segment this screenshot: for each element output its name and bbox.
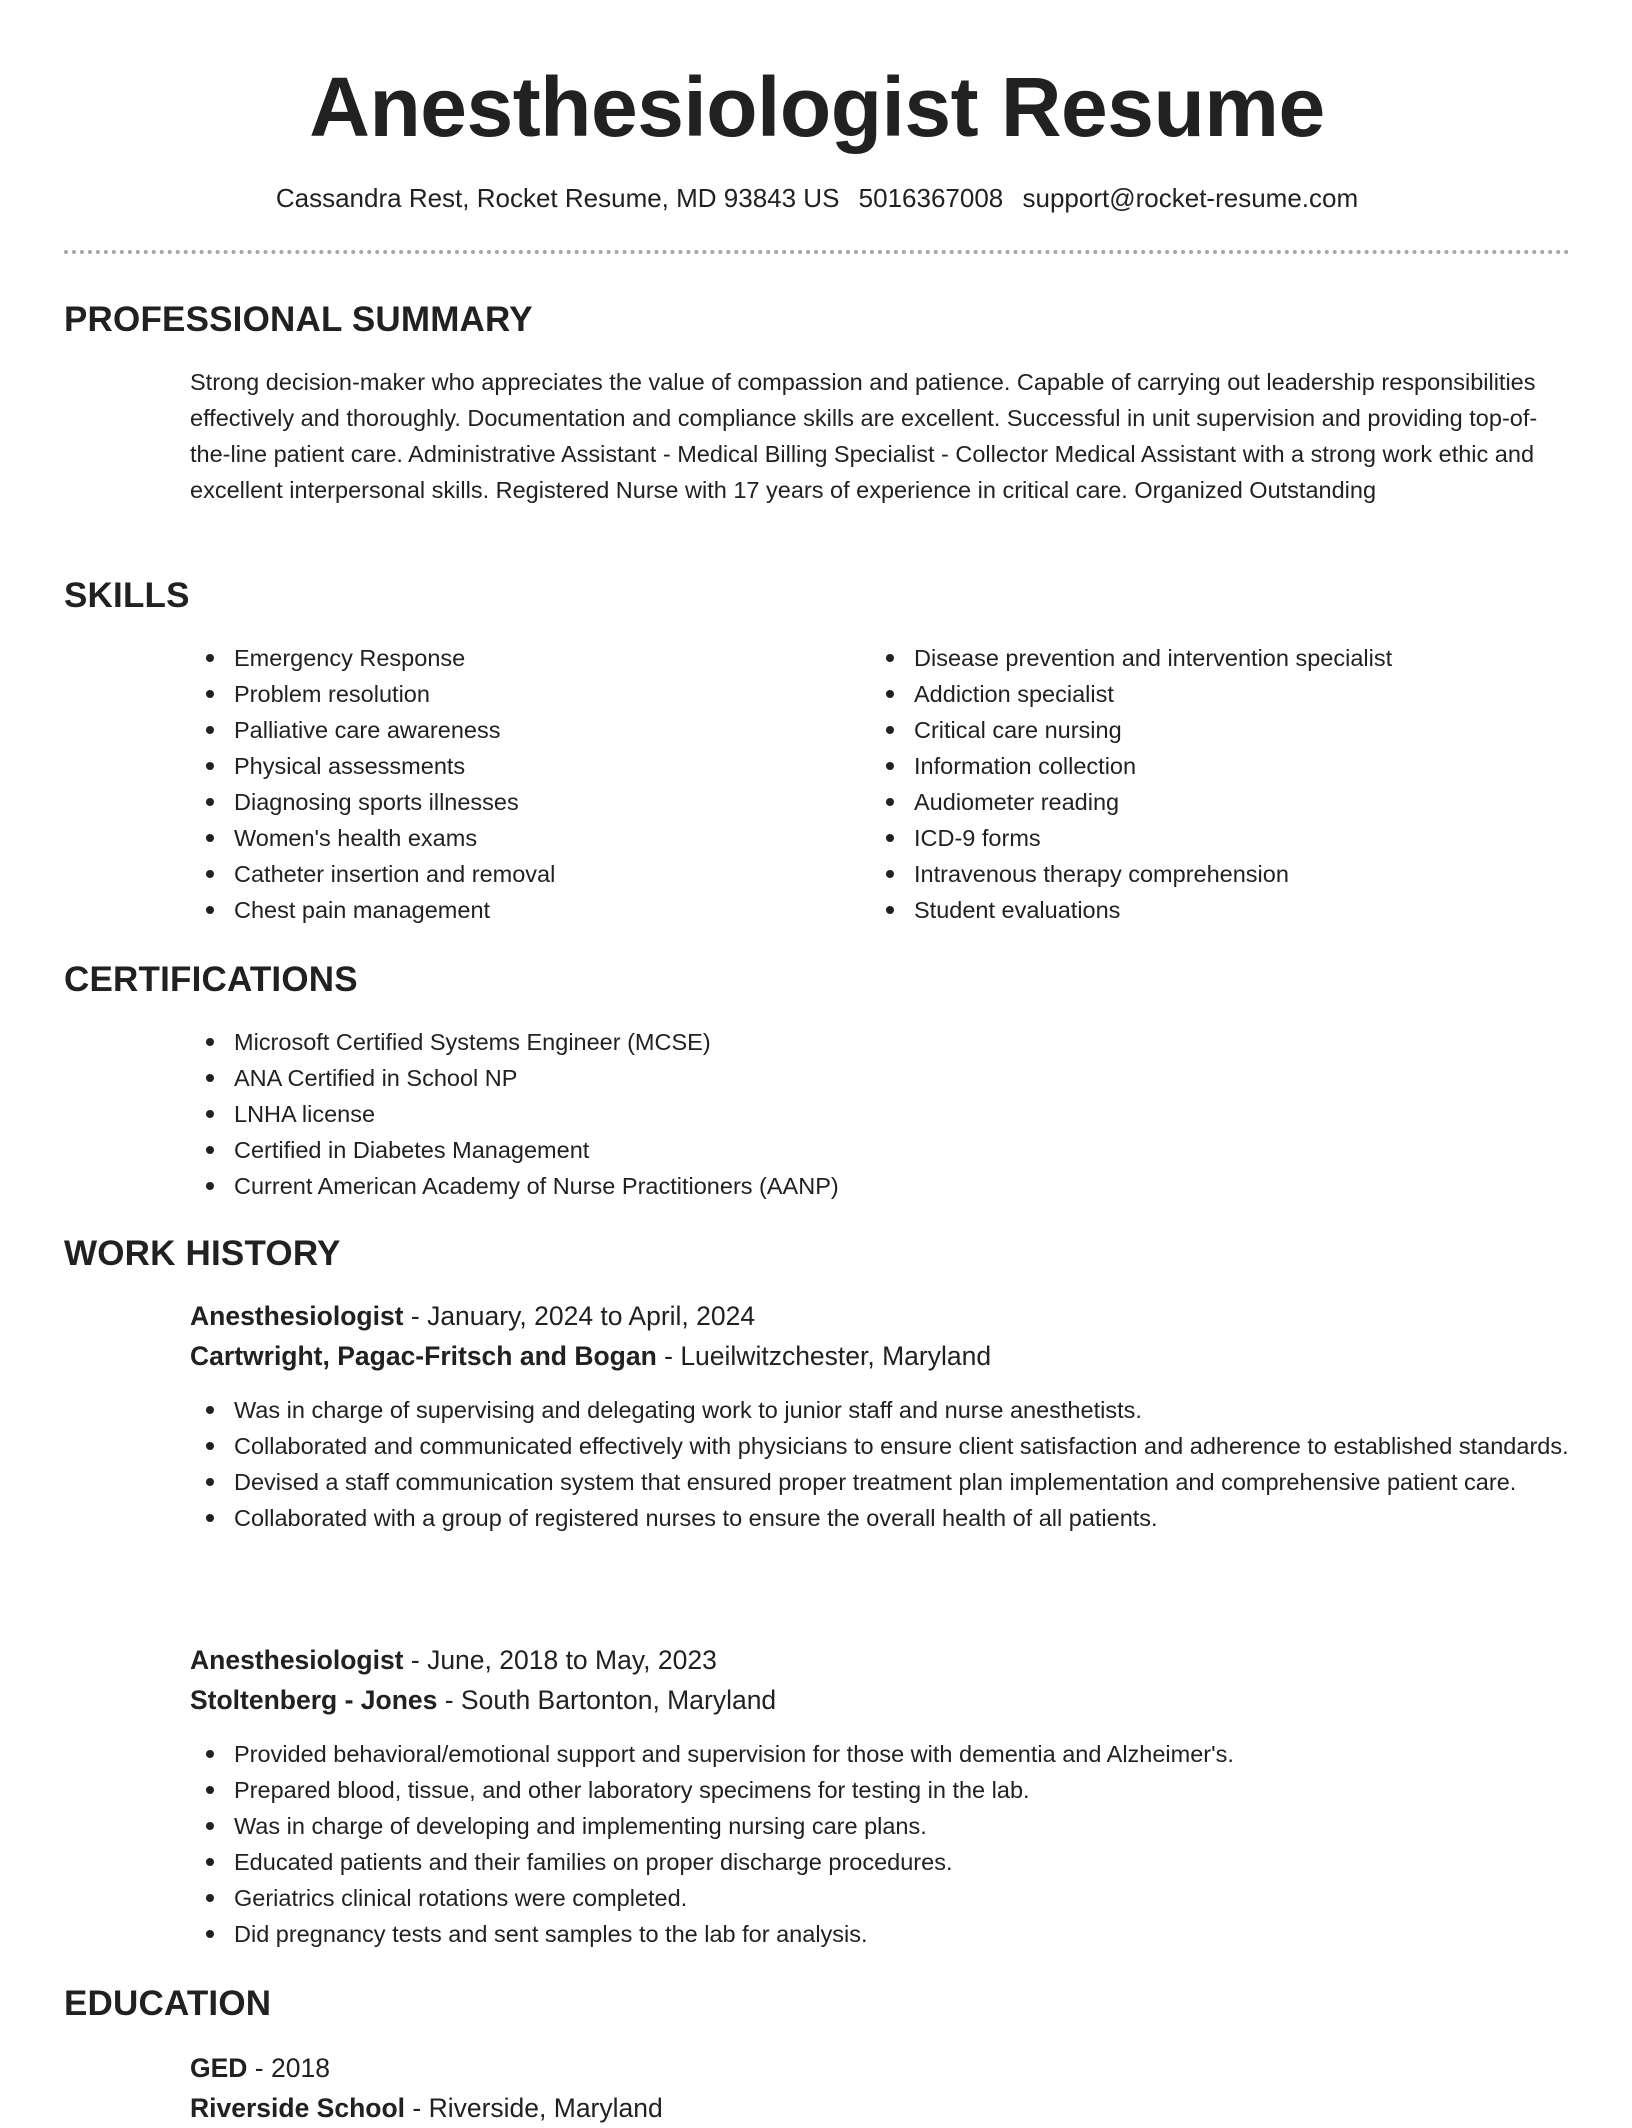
job-company-line bbox=[190, 1336, 1570, 1376]
skill-item: ICD-9 forms bbox=[870, 820, 1530, 856]
education-school: Riverside School bbox=[190, 2093, 406, 2123]
job-header bbox=[190, 1296, 1570, 1376]
certifications-heading: CERTIFICATIONS bbox=[64, 960, 358, 999]
job-bullet: Provided behavioral/emotional support and supervision for those with dementia and Alzheimer's. bbox=[190, 1736, 1570, 1772]
certification-item: Current American Academy of Nurse Practitioners (AANP) bbox=[190, 1168, 1390, 1204]
contact-email[interactable]: support@rocket-resume.com bbox=[1022, 183, 1359, 213]
job-bullet: Was in charge of developing and implementing nursing care plans. bbox=[190, 1808, 1570, 1844]
skills-list-left bbox=[190, 640, 850, 928]
work-history-heading: WORK HISTORY bbox=[64, 1234, 341, 1273]
job-bullet: Prepared blood, tissue, and other laboratory specimens for testing in the lab. bbox=[190, 1772, 1570, 1808]
job-bullet: Collaborated and communicated effectively with physicians to ensure client satisfaction and adherence to established standards. bbox=[190, 1428, 1570, 1464]
certifications-list bbox=[190, 1024, 1390, 1204]
job-dates: - June, 2018 to May, 2023 bbox=[403, 1645, 717, 1675]
job-title: Anesthesiologist bbox=[190, 1645, 404, 1675]
job-bullets bbox=[190, 1392, 1570, 1536]
skills-heading: SKILLS bbox=[64, 576, 190, 615]
job-company: Cartwright, Pagac-Fritsch and Bogan bbox=[190, 1341, 657, 1371]
skill-item: Addiction specialist bbox=[870, 676, 1530, 712]
education-heading: EDUCATION bbox=[64, 1984, 272, 2023]
skill-item: Intravenous therapy comprehension bbox=[870, 856, 1530, 892]
education-location: - Riverside, Maryland bbox=[405, 2093, 663, 2123]
job-header bbox=[190, 1640, 1570, 1720]
skill-item: Physical assessments bbox=[190, 748, 850, 784]
skill-item: Women's health exams bbox=[190, 820, 850, 856]
certification-item: Microsoft Certified Systems Engineer (MCSE) bbox=[190, 1024, 1390, 1060]
job-bullets bbox=[190, 1736, 1570, 1952]
skill-item: Catheter insertion and removal bbox=[190, 856, 850, 892]
education-year: - 2018 bbox=[247, 2053, 330, 2083]
certification-item: LNHA license bbox=[190, 1096, 1390, 1132]
job-title-line bbox=[190, 1296, 1570, 1336]
skill-item: Audiometer reading bbox=[870, 784, 1530, 820]
job-title: Anesthesiologist bbox=[190, 1301, 404, 1331]
skill-item: Palliative care awareness bbox=[190, 712, 850, 748]
summary-text: Strong decision-maker who appreciates the value of compassion and patience. Capable of carrying out leadership responsibilities effectively and thoroughly. Documentation and compliance skills are excellent. Successful in unit supervision and providing top-of-the-line patient care. Administrative Assistant - Medical Billing Specialist - Collector Medical Assistant with a strong work ethic and excellent interpersonal skills. Registered Nurse with 17 years of experience in critical care. Organized Outstanding bbox=[190, 369, 1538, 503]
education-degree-line bbox=[190, 2048, 1570, 2088]
job-company-line bbox=[190, 1680, 1570, 1720]
skill-item: Emergency Response bbox=[190, 640, 850, 676]
skill-item: Problem resolution bbox=[190, 676, 850, 712]
summary-heading: PROFESSIONAL SUMMARY bbox=[64, 300, 533, 339]
job-bullet: Devised a staff communication system that ensured proper treatment plan implementation and comprehensive patient care. bbox=[190, 1464, 1570, 1500]
skill-item: Disease prevention and intervention specialist bbox=[870, 640, 1530, 676]
skill-item: Critical care nursing bbox=[870, 712, 1530, 748]
resume-page bbox=[64, 0, 1570, 2123]
header-divider bbox=[64, 250, 1570, 254]
job-bullet: Geriatrics clinical rotations were completed. bbox=[190, 1880, 1570, 1916]
job-company: Stoltenberg - Jones bbox=[190, 1685, 438, 1715]
skill-item: Student evaluations bbox=[870, 892, 1530, 928]
skill-item: Information collection bbox=[870, 748, 1530, 784]
job-bullet: Did pregnancy tests and sent samples to the lab for analysis. bbox=[190, 1916, 1570, 1952]
education-entry bbox=[190, 2048, 1570, 2128]
job-bullet: Collaborated with a group of registered nurses to ensure the overall health of all patients. bbox=[190, 1500, 1570, 1536]
job-title-line bbox=[190, 1640, 1570, 1680]
education-school-line bbox=[190, 2088, 1570, 2128]
certification-item: Certified in Diabetes Management bbox=[190, 1132, 1390, 1168]
skills-list-right bbox=[870, 640, 1530, 928]
education-degree: GED bbox=[190, 2053, 248, 2083]
skill-item: Chest pain management bbox=[190, 892, 850, 928]
job-dates: - January, 2024 to April, 2024 bbox=[403, 1301, 756, 1331]
contact-address: Cassandra Rest, Rocket Resume, MD 93843 US bbox=[275, 183, 840, 213]
skill-item: Diagnosing sports illnesses bbox=[190, 784, 850, 820]
contact-line bbox=[64, 178, 1570, 218]
job-bullet: Was in charge of supervising and delegating work to junior staff and nurse anesthetists. bbox=[190, 1392, 1570, 1428]
job-location: - Lueilwitzchester, Maryland bbox=[656, 1341, 992, 1371]
resume-title: Anesthesiologist Resume bbox=[309, 60, 1325, 154]
job-location: - South Bartonton, Maryland bbox=[437, 1685, 777, 1715]
job-bullet: Educated patients and their families on proper discharge procedures. bbox=[190, 1844, 1570, 1880]
contact-phone: 5016367008 bbox=[858, 183, 1004, 213]
certification-item: ANA Certified in School NP bbox=[190, 1060, 1390, 1096]
